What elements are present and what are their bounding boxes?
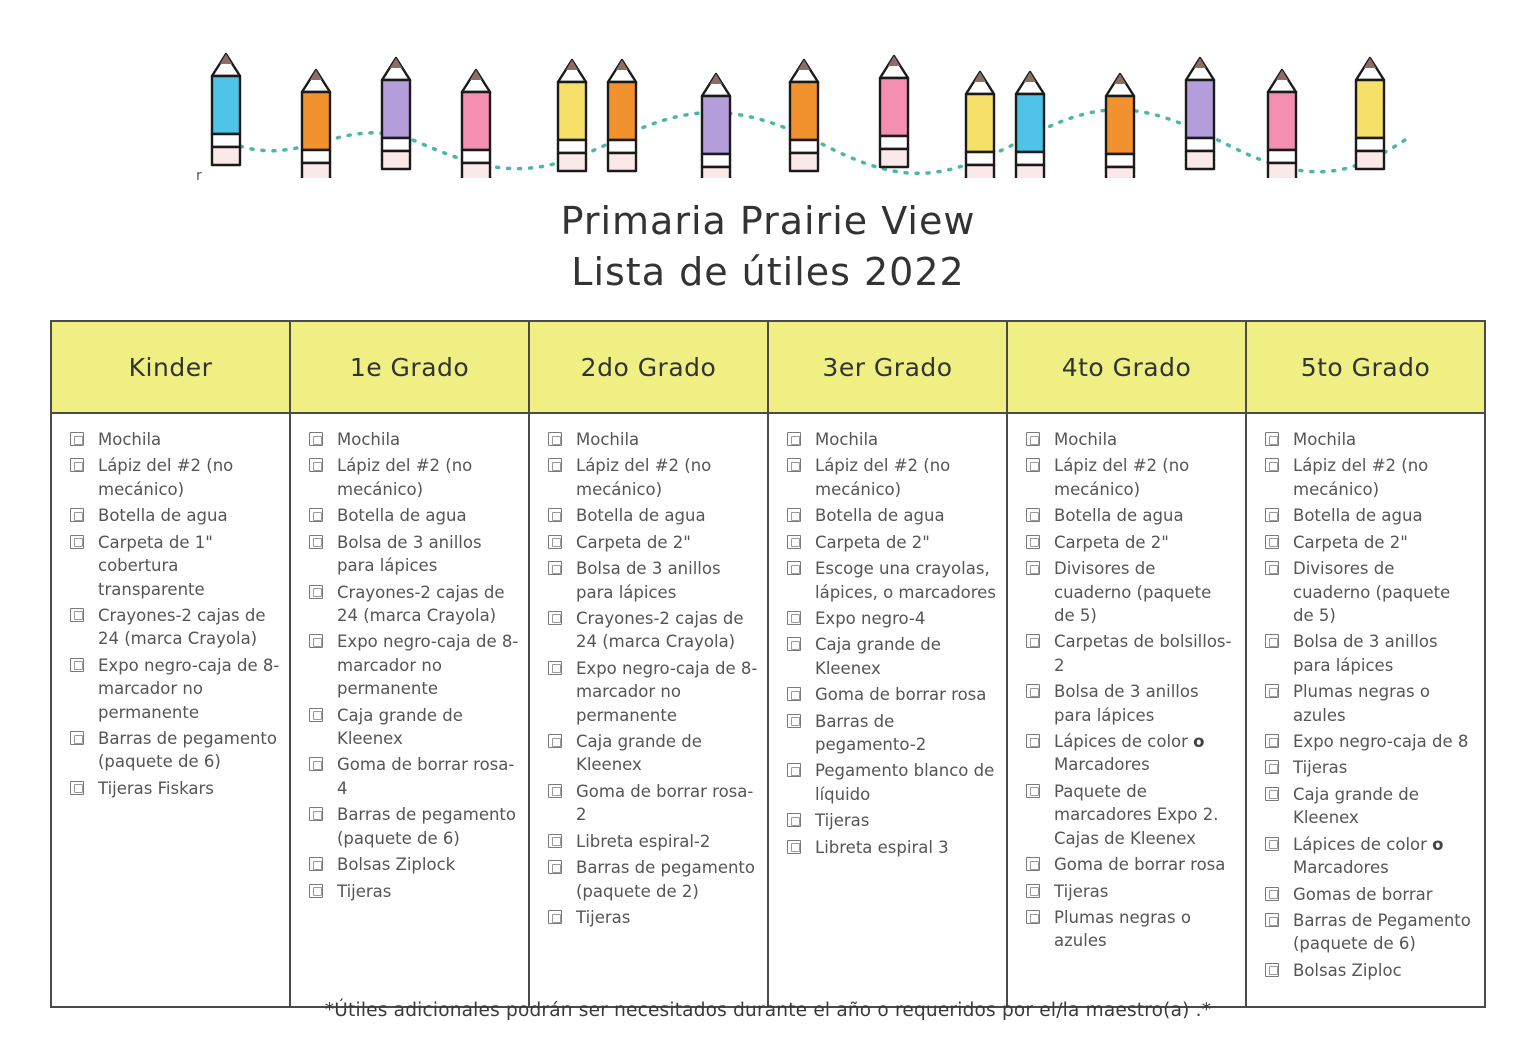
checkbox-icon[interactable] bbox=[1026, 458, 1040, 472]
supply-item[interactable] bbox=[1255, 630, 1476, 677]
supply-item[interactable] bbox=[1255, 504, 1476, 527]
checkbox-icon[interactable] bbox=[309, 535, 323, 549]
supply-item-label: Expo negro-caja de 8 bbox=[1293, 732, 1469, 752]
checkbox-icon[interactable] bbox=[787, 535, 801, 549]
supply-item-label: Expo negro-caja de 8-marcador no permanente bbox=[337, 632, 519, 699]
checkbox-icon[interactable] bbox=[548, 508, 562, 522]
checkbox-icon[interactable] bbox=[1026, 508, 1040, 522]
stray-mark: r bbox=[196, 168, 202, 184]
checkbox-icon[interactable] bbox=[787, 687, 801, 701]
supply-item-label: Mochila bbox=[576, 430, 640, 449]
supply-item-label: Tijeras bbox=[1293, 758, 1348, 778]
checkbox-icon[interactable] bbox=[1265, 634, 1279, 648]
checkbox-icon[interactable] bbox=[548, 611, 562, 625]
checkbox-icon[interactable] bbox=[1265, 734, 1279, 748]
supply-item[interactable] bbox=[1255, 833, 1476, 880]
column-header-grade1: 1e Grado bbox=[290, 321, 529, 413]
supply-item-label: Pegamento blanco de líquido bbox=[815, 761, 995, 804]
supply-item[interactable] bbox=[1016, 531, 1237, 554]
checkbox-icon[interactable] bbox=[1265, 913, 1279, 927]
supply-item[interactable] bbox=[60, 428, 281, 451]
supply-item-label: Mochila bbox=[1054, 430, 1118, 449]
supply-item[interactable] bbox=[538, 607, 759, 654]
supply-item-label: Barras de pegamento (paquete de 6) bbox=[337, 805, 516, 848]
supply-item[interactable] bbox=[777, 607, 998, 630]
supply-item-label: Caja grande de Kleenex bbox=[815, 635, 941, 678]
checkbox-icon[interactable] bbox=[1026, 561, 1040, 575]
supply-item[interactable] bbox=[538, 531, 759, 554]
supply-item[interactable] bbox=[538, 428, 759, 451]
supply-item[interactable] bbox=[1255, 756, 1476, 779]
supply-item[interactable] bbox=[538, 454, 759, 501]
supply-item[interactable] bbox=[777, 531, 998, 554]
supply-item[interactable] bbox=[1016, 853, 1237, 876]
column-header-kinder: Kinder bbox=[51, 321, 290, 413]
supply-item[interactable] bbox=[777, 710, 998, 757]
supply-item[interactable] bbox=[1255, 531, 1476, 554]
supply-item[interactable] bbox=[1255, 454, 1476, 501]
supply-item[interactable] bbox=[538, 657, 759, 727]
checkbox-icon[interactable] bbox=[1265, 535, 1279, 549]
supply-item-label: Lápices de color o Marcadores bbox=[1054, 732, 1205, 775]
supply-item[interactable] bbox=[60, 454, 281, 501]
supply-item-label: Lápiz del #2 (no mecánico) bbox=[1293, 456, 1429, 499]
supply-item-label: Crayones-2 cajas de 24 (marca Crayola) bbox=[576, 608, 744, 652]
supply-item-label: Barras de pegamento-2 bbox=[815, 711, 927, 755]
supply-item-label: Carpeta de 2" bbox=[815, 532, 930, 552]
supply-item-label: Libreta espiral-2 bbox=[576, 831, 711, 851]
supply-item-label: Carpeta de 2" bbox=[576, 532, 691, 552]
supply-list-grade1 bbox=[299, 428, 520, 903]
checkbox-icon[interactable] bbox=[787, 813, 801, 827]
supply-item-label: Botella de agua bbox=[337, 506, 467, 526]
supply-item[interactable] bbox=[299, 753, 520, 800]
checkbox-icon[interactable] bbox=[787, 763, 801, 777]
supply-item-label: Lápiz del #2 (no mecánico) bbox=[98, 456, 234, 499]
checkbox-icon[interactable] bbox=[309, 458, 323, 472]
supply-list-table-wrapper bbox=[50, 320, 1486, 1008]
checkbox-icon[interactable] bbox=[309, 432, 323, 446]
supply-item[interactable] bbox=[538, 780, 759, 827]
supply-item[interactable] bbox=[1255, 909, 1476, 956]
checkbox-icon[interactable] bbox=[70, 535, 84, 549]
checkbox-icon[interactable] bbox=[1265, 561, 1279, 575]
supply-item[interactable] bbox=[299, 428, 520, 451]
supply-list-grade3 bbox=[777, 428, 998, 859]
checkbox-icon[interactable] bbox=[1026, 784, 1040, 798]
supply-item[interactable] bbox=[1255, 680, 1476, 727]
supply-item-label: Barras de pegamento (paquete de 2) bbox=[576, 858, 755, 901]
checkbox-icon[interactable] bbox=[309, 708, 323, 722]
supply-item[interactable] bbox=[60, 531, 281, 601]
checkbox-icon[interactable] bbox=[70, 458, 84, 472]
supply-item-label: Mochila bbox=[815, 430, 879, 449]
checkbox-icon[interactable] bbox=[787, 611, 801, 625]
checkbox-icon[interactable] bbox=[548, 834, 562, 848]
checkbox-icon[interactable] bbox=[1265, 432, 1279, 446]
checkbox-icon[interactable] bbox=[1026, 684, 1040, 698]
checkbox-icon[interactable] bbox=[548, 432, 562, 446]
supply-item-label: Botella de agua bbox=[1054, 506, 1184, 526]
checkbox-icon[interactable] bbox=[1026, 910, 1040, 924]
supply-item[interactable] bbox=[1016, 780, 1237, 850]
checkbox-icon[interactable] bbox=[70, 781, 84, 795]
supply-item-label: Bolsas Ziplock bbox=[337, 855, 456, 875]
column-header-grade4: 4to Grado bbox=[1007, 321, 1246, 413]
column-cell-kinder bbox=[51, 413, 290, 1007]
checkbox-icon[interactable] bbox=[548, 661, 562, 675]
supply-item-label: Lápiz del #2 (no mecánico) bbox=[337, 456, 473, 499]
supply-item-label: Lápiz del #2 (no mecánico) bbox=[576, 456, 712, 499]
school-name: Primaria Prairie View bbox=[560, 199, 976, 243]
checkbox-icon[interactable] bbox=[787, 840, 801, 854]
supply-item-label: Barras de Pegamento (paquete de 6) bbox=[1293, 911, 1471, 954]
checkbox-icon[interactable] bbox=[1026, 432, 1040, 446]
supply-item[interactable] bbox=[1016, 880, 1237, 903]
checkbox-icon[interactable] bbox=[1026, 634, 1040, 648]
checkbox-icon[interactable] bbox=[70, 608, 84, 622]
checkbox-icon[interactable] bbox=[309, 508, 323, 522]
supply-item-label: Lápiz del #2 (no mecánico) bbox=[815, 456, 951, 499]
supply-item-label: Plumas negras o azules bbox=[1293, 682, 1430, 725]
supply-item-label: Goma de borrar rosa-4 bbox=[337, 755, 515, 798]
checkbox-icon[interactable] bbox=[1265, 508, 1279, 522]
supply-item[interactable] bbox=[299, 630, 520, 700]
supply-item-label: Botella de agua bbox=[576, 506, 706, 526]
pencil-banner-decoration bbox=[190, 48, 1420, 178]
checkbox-icon[interactable] bbox=[309, 634, 323, 648]
checkbox-icon[interactable] bbox=[309, 807, 323, 821]
column-cell-grade5 bbox=[1246, 413, 1485, 1007]
supply-item[interactable] bbox=[1016, 680, 1237, 727]
checkbox-icon[interactable] bbox=[70, 658, 84, 672]
column-header-grade2: 2do Grado bbox=[529, 321, 768, 413]
supply-item[interactable] bbox=[1016, 906, 1237, 953]
checkbox-icon[interactable] bbox=[548, 561, 562, 575]
supply-item[interactable] bbox=[777, 557, 998, 604]
supply-item-label: Carpetas de bolsillos-2 bbox=[1054, 632, 1232, 675]
supply-item-label: Expo negro-caja de 8-marcador no permanente bbox=[98, 655, 280, 722]
supply-item-label: Paquete de marcadores Expo 2. Cajas de Kleenex bbox=[1054, 781, 1219, 848]
supply-item-label: Divisores de cuaderno (paquete de 5) bbox=[1293, 559, 1451, 625]
supply-item[interactable] bbox=[1255, 730, 1476, 753]
column-header-grade3: 3er Grado bbox=[768, 321, 1007, 413]
supply-item[interactable] bbox=[777, 683, 998, 706]
checkbox-icon[interactable] bbox=[787, 508, 801, 522]
supply-item[interactable] bbox=[1255, 783, 1476, 830]
checkbox-icon[interactable] bbox=[787, 458, 801, 472]
supply-item-label: Goma de borrar rosa bbox=[1054, 855, 1226, 875]
supply-item[interactable] bbox=[1255, 428, 1476, 451]
supply-item[interactable] bbox=[538, 730, 759, 777]
supply-item-label: Bolsas Ziploc bbox=[1293, 960, 1402, 980]
checkbox-icon[interactable] bbox=[1265, 887, 1279, 901]
column-header-grade5: 5to Grado bbox=[1246, 321, 1485, 413]
supply-item-label: Divisores de cuaderno (paquete de 5) bbox=[1054, 559, 1212, 625]
supply-item[interactable] bbox=[299, 853, 520, 876]
supply-item[interactable] bbox=[1016, 557, 1237, 627]
supply-item[interactable] bbox=[538, 830, 759, 853]
supply-item[interactable] bbox=[777, 633, 998, 680]
supply-item-label: Bolsa de 3 anillos para lápices bbox=[1054, 682, 1199, 725]
supply-item[interactable] bbox=[299, 531, 520, 578]
supply-item[interactable] bbox=[777, 504, 998, 527]
checkbox-icon[interactable] bbox=[548, 458, 562, 472]
supply-item-label: Botella de agua bbox=[1293, 506, 1423, 526]
checkbox-icon[interactable] bbox=[1265, 963, 1279, 977]
supply-item[interactable] bbox=[538, 504, 759, 527]
supply-item[interactable] bbox=[777, 428, 998, 451]
supply-item-label: Crayones-2 cajas de 24 (marca Crayola) bbox=[337, 582, 505, 625]
supply-item-label: Carpeta de 2" bbox=[1293, 532, 1408, 552]
column-cell-grade3 bbox=[768, 413, 1007, 1007]
supply-item[interactable] bbox=[777, 836, 998, 859]
supply-item-label: Lápiz del #2 (no mecánico) bbox=[1054, 456, 1190, 499]
column-cell-grade1 bbox=[290, 413, 529, 1007]
supply-item-label: Goma de borrar rosa-2 bbox=[576, 781, 754, 825]
supply-item[interactable] bbox=[60, 504, 281, 527]
supply-item[interactable] bbox=[1016, 730, 1237, 777]
list-title: Lista de útiles 2022 bbox=[571, 250, 965, 295]
footnote: *Útiles adicionales podrán ser necesitados durante el año o requeridos por el/la maestro(a) .* bbox=[324, 1000, 1212, 1021]
supply-list-kinder bbox=[60, 428, 281, 800]
checkbox-icon[interactable] bbox=[548, 734, 562, 748]
checkbox-icon[interactable] bbox=[787, 637, 801, 651]
table-header-row bbox=[51, 321, 1485, 413]
supply-item[interactable] bbox=[299, 581, 520, 628]
supply-item-label: Expo negro-4 bbox=[815, 608, 926, 628]
supply-item[interactable] bbox=[1255, 557, 1476, 627]
supply-item[interactable] bbox=[299, 704, 520, 751]
supply-item-label: Bolsa de 3 anillos para lápices bbox=[576, 559, 721, 602]
checkbox-icon[interactable] bbox=[309, 884, 323, 898]
supply-item-label: Bolsa de 3 anillos para lápices bbox=[1293, 632, 1438, 675]
checkbox-icon[interactable] bbox=[70, 432, 84, 446]
checkbox-icon[interactable] bbox=[787, 432, 801, 446]
supply-item-label: Escoge una crayolas, lápices, o marcadores bbox=[815, 559, 996, 602]
supply-item-label: Tijeras bbox=[815, 811, 870, 831]
supply-item[interactable] bbox=[1016, 454, 1237, 501]
supply-item-label: Mochila bbox=[98, 430, 162, 449]
supply-item[interactable] bbox=[538, 856, 759, 903]
checkbox-icon[interactable] bbox=[309, 857, 323, 871]
checkbox-icon[interactable] bbox=[787, 714, 801, 728]
supply-item[interactable] bbox=[538, 557, 759, 604]
checkbox-icon[interactable] bbox=[70, 508, 84, 522]
checkbox-icon[interactable] bbox=[1265, 684, 1279, 698]
checkbox-icon[interactable] bbox=[1026, 535, 1040, 549]
checkbox-icon[interactable] bbox=[70, 731, 84, 745]
checkbox-icon[interactable] bbox=[1026, 857, 1040, 871]
supply-item[interactable] bbox=[1016, 504, 1237, 527]
supply-item[interactable] bbox=[299, 803, 520, 850]
supply-list-grade2 bbox=[538, 428, 759, 929]
supply-item[interactable] bbox=[1255, 959, 1476, 982]
checkbox-icon[interactable] bbox=[1265, 760, 1279, 774]
supply-item-label: Mochila bbox=[337, 430, 401, 449]
checkbox-icon[interactable] bbox=[1265, 458, 1279, 472]
supply-item[interactable] bbox=[60, 727, 281, 774]
supply-list-table bbox=[50, 320, 1486, 1008]
checkbox-icon[interactable] bbox=[309, 585, 323, 599]
supply-item-label: Mochila bbox=[1293, 430, 1357, 449]
checkbox-icon[interactable] bbox=[787, 561, 801, 575]
supply-item-label: Expo negro-caja de 8-marcador no permanente bbox=[576, 658, 758, 725]
supply-item-label: Tijeras bbox=[576, 908, 631, 928]
supply-item[interactable] bbox=[538, 906, 759, 929]
checkbox-icon[interactable] bbox=[548, 860, 562, 874]
supply-item[interactable] bbox=[777, 759, 998, 806]
checkbox-icon[interactable] bbox=[1265, 837, 1279, 851]
checkbox-icon[interactable] bbox=[548, 535, 562, 549]
supply-list-grade4 bbox=[1016, 428, 1237, 953]
supply-item-label: Caja grande de Kleenex bbox=[576, 732, 702, 775]
column-cell-grade2 bbox=[529, 413, 768, 1007]
supply-item-label: Barras de pegamento (paquete de 6) bbox=[98, 729, 277, 772]
supply-item-label: Crayones-2 cajas de 24 (marca Crayola) bbox=[98, 605, 266, 649]
supply-item-label: Tijeras Fiskars bbox=[98, 778, 214, 798]
supply-item-label: Carpeta de 1" cobertura transparente bbox=[98, 532, 213, 599]
supply-item-label: Carpeta de 2" bbox=[1054, 532, 1169, 552]
checkbox-icon[interactable] bbox=[548, 910, 562, 924]
checkbox-icon[interactable] bbox=[548, 784, 562, 798]
checkbox-icon[interactable] bbox=[309, 757, 323, 771]
supply-item[interactable] bbox=[777, 454, 998, 501]
supply-item-label: Tijeras bbox=[337, 881, 392, 901]
supply-item[interactable] bbox=[299, 454, 520, 501]
table-row bbox=[51, 413, 1485, 1007]
supply-item[interactable] bbox=[1016, 428, 1237, 451]
supply-item[interactable] bbox=[60, 654, 281, 724]
supply-item-label: Botella de agua bbox=[98, 506, 228, 526]
supply-item-label: Libreta espiral 3 bbox=[815, 837, 949, 857]
supply-item-label: Botella de agua bbox=[815, 506, 945, 526]
supply-item-label: Gomas de borrar bbox=[1293, 884, 1433, 904]
column-cell-grade4 bbox=[1007, 413, 1246, 1007]
supply-item[interactable] bbox=[60, 604, 281, 651]
supply-item[interactable] bbox=[299, 504, 520, 527]
supply-item-label: Caja grande de Kleenex bbox=[1293, 784, 1419, 828]
checkbox-icon[interactable] bbox=[1026, 884, 1040, 898]
supply-list-grade5 bbox=[1255, 428, 1476, 982]
supply-item-label: Goma de borrar rosa bbox=[815, 685, 987, 705]
checkbox-icon[interactable] bbox=[1026, 734, 1040, 748]
supply-item-label: Plumas negras o azules bbox=[1054, 908, 1191, 951]
supply-item-label: Caja grande de Kleenex bbox=[337, 705, 463, 749]
supply-item[interactable] bbox=[1016, 630, 1237, 677]
supply-item-label: Bolsa de 3 anillos para lápices bbox=[337, 532, 482, 576]
checkbox-icon[interactable] bbox=[1265, 787, 1279, 801]
supply-item[interactable] bbox=[1255, 883, 1476, 906]
page-title bbox=[0, 196, 1536, 299]
supply-item-label: Tijeras bbox=[1054, 881, 1109, 901]
supply-item[interactable] bbox=[60, 777, 281, 800]
supply-item[interactable] bbox=[777, 809, 998, 832]
supply-item-label: Lápices de color o Marcadores bbox=[1293, 834, 1444, 878]
supply-item[interactable] bbox=[299, 880, 520, 903]
